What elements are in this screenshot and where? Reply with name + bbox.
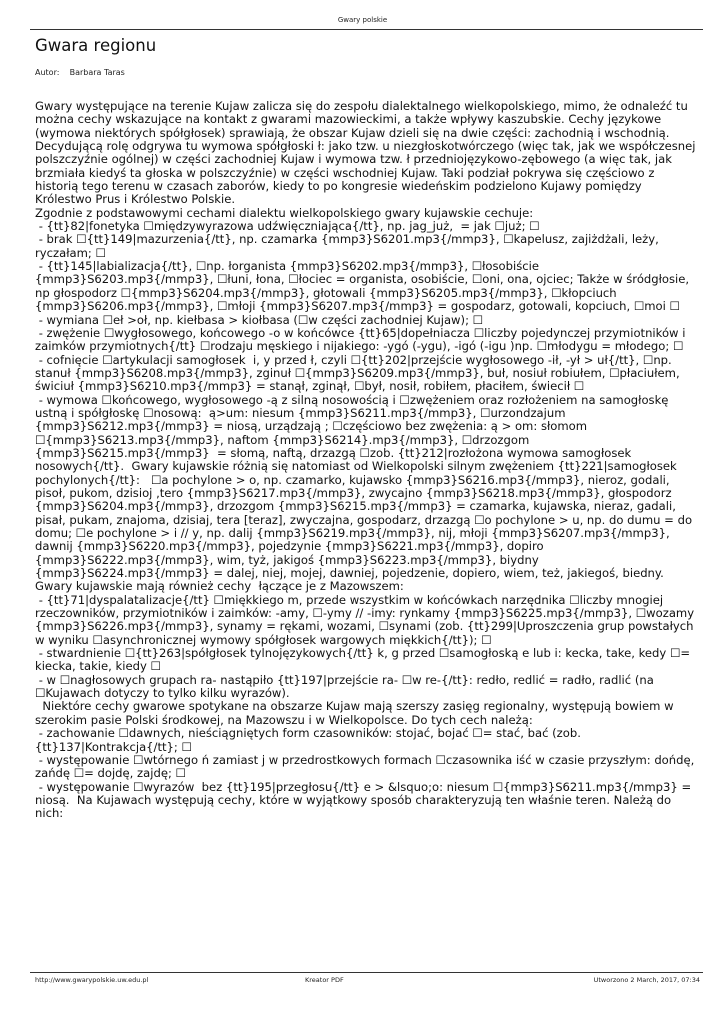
header-divider — [30, 29, 703, 30]
list-item: - wymiana ☐eł >oł, np. kiełbasa > kiołbasa (☐w części zachodniej Kujaw); ☐ — [35, 312, 484, 327]
list-item: - wymowa ☐końcowego, wygłosowego -ą z silną nosowością i ☐zwężeniem oraz rozłożeniem na samogłoskę ustną i spółgłoskę ☐nosową: ą>um: niesum {mmp3}S6211.mp3{/mmp3}, ☐urzondzajum {mmp3}S6212.mp3{/mmp3} = niosą, urządzają ; ☐częściowo bez zwężenia: ą > om: słomom ☐{mmp3}S6213.mp3{/mmp3}, naftom {mmp3}S6214}.mp3{/mmp3}, ☐drzozgom {mmp3}S6215.mp3{/mmp3} = słomą, naftą, drzazgą ☐zob. {tt}212|rozłożona wymowa samogłosek nosowych{/tt}. Gwary kujawskie różnią się natomiast od Wielkopolski silnym zwężeniem {tt}221|samogłosek pochylonych{/tt}: ☐a pochylone > o, np. czamarko, kujawsko {mmp3}S6216.mp3{/mmp3}, nieroz, godali, pisoł, pukom, dzisioj ,tero {mmp3}S6217.mp3{/mmp3}, zwycajno {mmp3}S6218.mp3{/mmp3}, głospodorz {mmp3}S6204.mp3{/mmp3}, drzozgom {mmp3}S6215.mp3{/mmp3} = czamarka, kujawska, nieraz, gadali, pisał, pukam, znajoma, dzisiaj, tera [teraz], zwyczajna, gospodarz, drzazgą ☐o pochylone > u, np. do dumu = do domu; ☐e pochylone > i // y, np. dalij {mmp3}S6219.mp3{/mmp3}, nij, młoji {mmp3}S6207.mp3{/mmp3}, dawnij {mmp3}S6220.mp3{/mmp3}, pojedzynie {mmp3}S6221.mp3{/mmp3}, dopiro {mmp3}S6222.mp3{/mmp3}, wim, tyż, jakigoś {mmp3}S6223.mp3{/mmp3}, biydny {mmp3}S6224.mp3{/mmp3} = dalej, niej, mojej, dawniej, pojedzenie, dopiero, wiem, też, jakiegoś, biedny. Gwary kujawskie mają również cechy łączące je z Mazowszem: — [35, 392, 696, 594]
paragraph-features-intro: Zgodnie z podstawowymi cechami dialektu wielkopolskiego gwary kujawskie cechuje: — [35, 205, 534, 220]
footer-created-date: Utworzono 2 March, 2017, 07:34 — [593, 976, 700, 984]
paragraph-regional: Niektóre cechy gwarowe spotykane na obszarze Kujaw mają szerszy zasięg regionalny, występują bowiem w szerokim pasie Polski środkowej, na Mazowszu i w Wielkopolsce. Do tych cech należą: — [35, 699, 678, 727]
author-label: Autor: — [35, 68, 60, 77]
page-title: Gwara regionu — [35, 36, 157, 55]
list-item: - {tt}82|fonetyka ☐międzywyrazowa udźwięczniająca{/tt}, np. jag_już, = jak ☐już; ☐ — [35, 219, 540, 234]
footer-generator: Kreator PDF — [305, 976, 344, 984]
list-item: - {tt}145|labializacja{/tt}, ☐np. łorganista {mmp3}S6202.mp3{/mmp3}, ☐łosobiście {mmp3}S6203.mp3{/mmp3}, ☐łuni, łona, ☐łociec = organista, osobiście, ☐oni, ona, ojciec; Także w śródgłosie, np głospodorz ☐{mmp3}S6204.mp3{/mmp3}, głotowali {mmp3}S6205.mp3{/mmp3}, ☐kłopciuch {mmp3}S6206.mp3{/mmp3}, ☐młoji {mmp3}S6207.mp3{/mmp3} = gospodarz, gotowali, kopciuch, ☐moi ☐ — [35, 259, 693, 314]
list-item: - stwardnienie ☐{tt}263|spółgłosek tylnojęzykowych{/tt} k, g przed ☐samogłoską e lub i: kecka, take, kedy ☐= kiecka, takie, kiedy ☐ — [35, 646, 694, 674]
running-header: Gwary polskie — [337, 16, 388, 24]
article-body — [35, 100, 700, 968]
list-item: - występowanie ☐wtórnego ń zamiast j w przedrostkowych formach ☐czasownika iść w czasie przyszłym: dońdę, zańdę ☐= dojdę, zajdę; ☐ — [35, 752, 698, 781]
author-line — [35, 68, 125, 77]
paragraph-intro: Gwary występujące na terenie Kujaw zalicza się do zespołu dialektalnego wielkopolskiego, mimo, że odnaleźć tu można cechy wskazujące na kontakt z gwarami mazowieckimi, a także wpływy kaszubskie. Cechy językowe (wymowa niektórych spółgłosek) sprawiają, że obszar Kujaw dzieli się na dwie części: zachodnią i wschodnią. Decydującą rolę odgrywa tu wymowa spółgłoski ł: jako tzw. u niezgłoskotwórczego (więc tak, jak we współczesnej polszczyźnie ogólnej) w części zachodniej Kujaw i wymowa tzw. ł przedniojęzykowo-zębowego (a więc tak, jak brzmiała kiedyś ta głoska w polszczyźnie) w części wschodniej Kujaw. Taki podział pokrywa się częściowo z historią tego terenu w czasach zaborów, kiedy to po kongresie wiedeńskim podzielono Kujawy pomiędzy Królestwo Prus i Królestwo Polskie. — [35, 100, 700, 207]
footer-url-link[interactable]: http://www.gwarypolskie.uw.edu.pl — [35, 976, 149, 984]
list-item: - występowanie ☐wyrazów bez {tt}195|przegłosu{/tt} e > &lsquo;o: niesum ☐{mmp3}S6211.mp3{/mmp3} = niosą. Na Kujawach występują cechy, które w wyjątkowy sposób charakteryzują ten właśnie teren. Należą do nich: — [35, 779, 695, 821]
list-item: - {tt}71|dyspalatalizacje{/tt} ☐miękkiego m, przede wszystkim w końcówkach narzędnika ☐liczby mnogiej rzeczowników, przymiotników i zaimków: -amy, ☐-ymy // -imy: rynkamy {mmp3}S6225.mp3{/mmp3}, ☐wozamy {mmp3}S6226.mp3{/mmp3}, synamy = rękami, wozami, ☐synami (zob. {tt}299|Uproszczenia grup powstałych w wyniku ☐asynchronicznej wymowy spółgłosek wargowych miękkich{/tt}); ☐ — [35, 592, 698, 647]
footer-divider — [30, 972, 703, 973]
author-name: Barbara Taras — [69, 68, 125, 77]
list-item: - zachowanie ☐dawnych, nieściągniętych form czasowników: stojać, bojać ☐= stać, bać (zob. {tt}137|Kontrakcja{/tt}; ☐ — [35, 726, 585, 754]
list-item: - cofnięcie ☐artykulacji samogłosek i, y przed ł, czyli ☐{tt}202|przejście wygłosowego -ił, -ył > uł{/tt}, ☐np. stanuł {mmp3}S6208.mp3{/mmp3}, zginuł ☐{mmp3}S6209.mp3{/mmp3}, buł, nosiuł robiułem, ☐płaciułem, świciuł {mmp3}S6210.mp3{/mmp3} = stanął, zginął, ☐był, nosił, robiłem, płaciłem, świecił ☐ — [35, 352, 684, 394]
list-item: - brak ☐{tt}149|mazurzenia{/tt}, np. czamarka {mmp3}S6201.mp3{/mmp3}, ☐kapelusz, zajiżdżali, leży, ryczałam; ☐ — [35, 232, 663, 260]
page-footer — [35, 976, 700, 986]
list-item: - zwężenie ☐wygłosowego, końcowego -o w końcówce {tt}65|dopełniacza ☐liczby pojedynczej przymiotników i zaimków przymiotnych{/tt} ☐rodzaju męskiego i nijakiego: -ygó (-ygu), -igó (-igu )np. ☐młodygu = młodego; ☐ — [35, 325, 690, 354]
list-item: - w ☐nagłosowych grupach ra- nastąpiło {tt}197|przejście ra- ☐w re-{/tt}: redło, redlić = radło, radlić (na ☐Kujawach dotyczy to tylko kilku wyrazów). — [35, 672, 658, 701]
